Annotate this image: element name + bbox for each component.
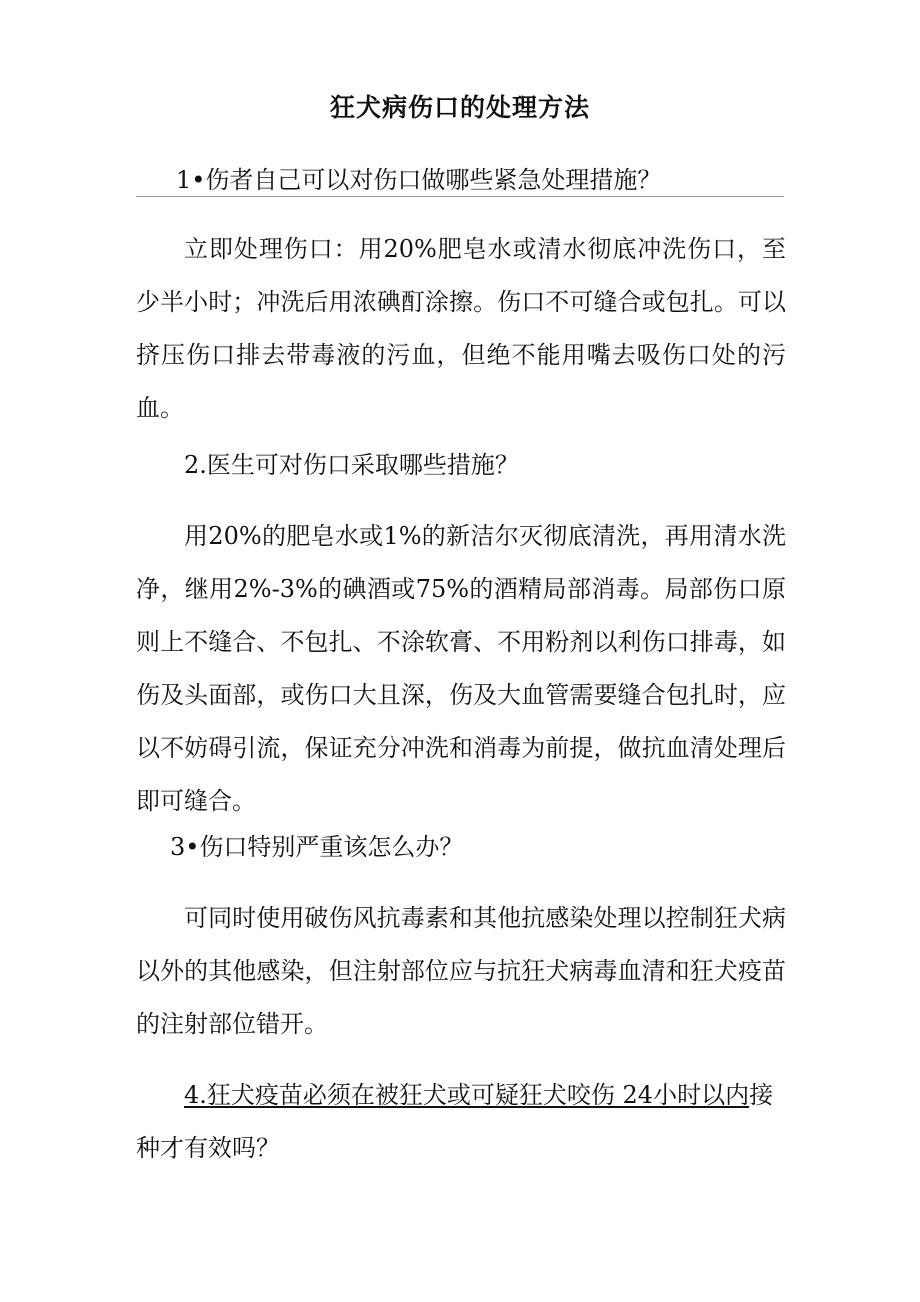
page-title: 狂犬病伤口的处理方法 bbox=[329, 93, 590, 122]
section-divider bbox=[136, 196, 784, 197]
question-3: 3•伤口特别严重该怎么办？ bbox=[170, 833, 464, 861]
answer-2: 用20%的肥皂水或1%的新洁尔灭彻底清洗，再用清水洗净，继用2%-3%的碘酒或75%的酒精局部消毒。局部伤口原则上不缝合、不包扎、不涂软膏、不用粉剂以利伤口排毒，如伤及头面部，或伤口大且深，伤及大血管需要缝合包扎时，应以不妨碍引流，保证充分冲洗和消毒为前提，做抗血清处理后即可缝合。 bbox=[136, 522, 786, 815]
answer-3: 可同时使用破伤风抗毒素和其他抗感染处理以控制狂犬病以外的其他感染，但注射部位应与抗狂犬病毒血清和狂犬疫苗的注射部位错开。 bbox=[136, 904, 786, 1038]
answer-1: 立即处理伤口：用20%肥皂水或清水彻底冲洗伤口，至少半小时；冲洗后用浓碘酊涂擦。伤口不可缝合或包扎。可以挤压伤口排去带毒液的污血，但绝不能用嘴去吸伤口处的污血。 bbox=[136, 235, 786, 422]
question-1: 1•伤者自己可以对伤口做哪些紧急处理措施？ bbox=[176, 166, 662, 194]
question-4 bbox=[136, 1069, 786, 1175]
question-4-rest: 接种才有效吗？ bbox=[136, 1081, 774, 1162]
question-4-underlined: 4.狂犬疫苗必须在被狂犬或可疑狂犬咬伤 24小时以内 bbox=[184, 1081, 750, 1109]
question-2: 2.医生可对伤口采取哪些措施？ bbox=[184, 451, 519, 479]
